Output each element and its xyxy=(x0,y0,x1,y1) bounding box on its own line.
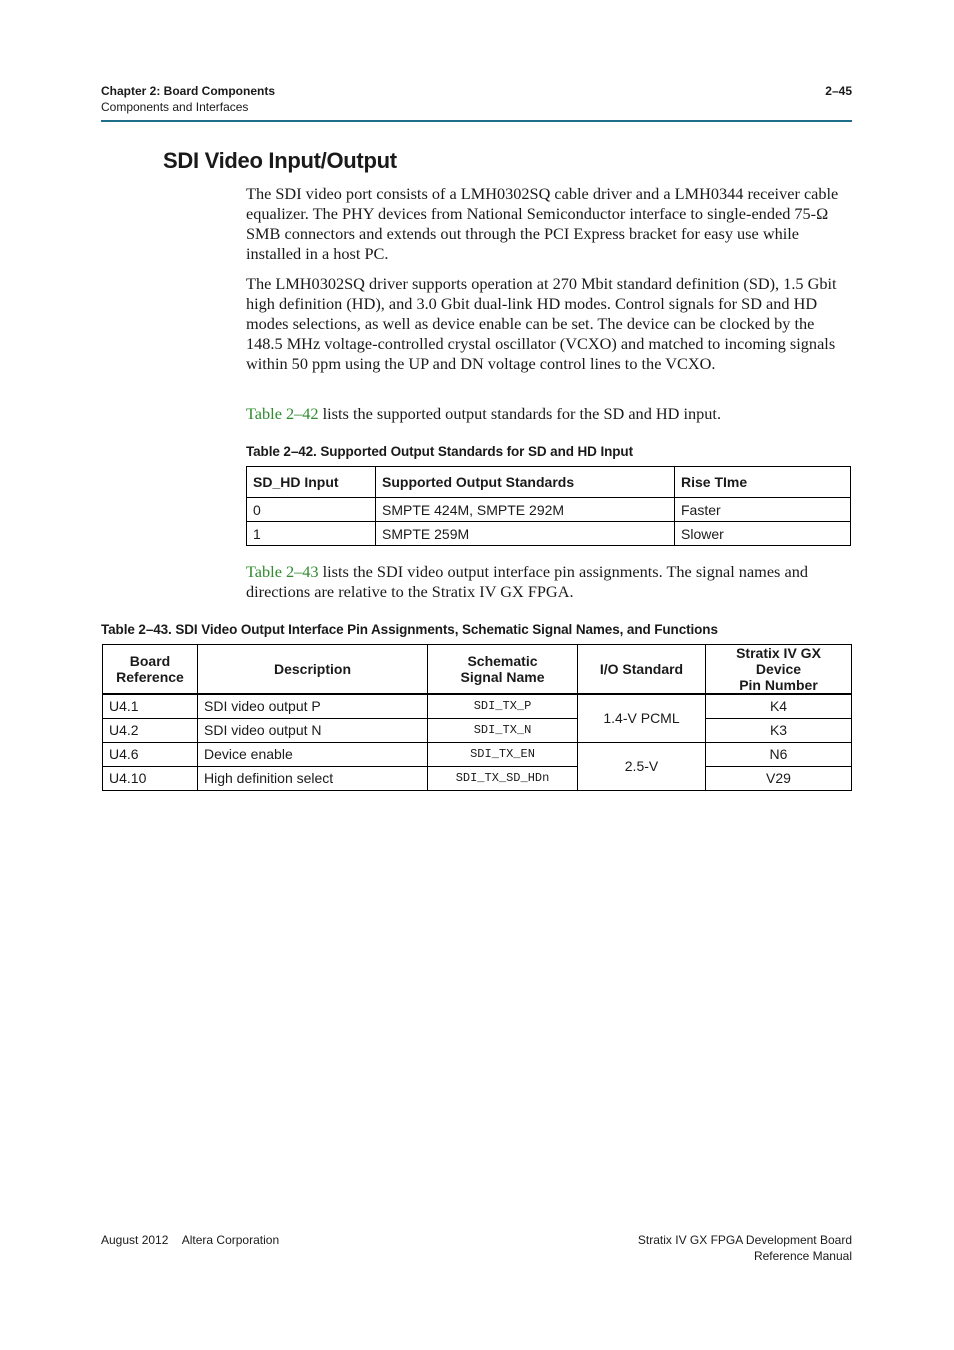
column-header: SD_HD Input xyxy=(247,467,376,498)
section-title: SDI Video Input/Output xyxy=(163,148,397,173)
paragraph-4-text: lists the SDI video output interface pin assignments. The signal names and directions are relative to the Stratix IV GX FPGA. xyxy=(246,562,808,601)
paragraph-1: The SDI video port consists of a LMH0302SQ cable driver and a LMH0344 receiver cable equalizer. The PHY devices from National Semiconductor interface to single-ended 75-Ω SMB connectors and extends out through the PCI Express bracket for easy use while installed in a host PC. xyxy=(246,184,839,263)
table-row xyxy=(103,694,852,718)
table-cell: U4.2 xyxy=(103,718,198,742)
paragraph-3-text: lists the supported output standards for the SD and HD input. xyxy=(318,404,722,423)
table-cell: 0 xyxy=(247,498,376,522)
table-2-42-link[interactable]: Table 2–42 xyxy=(246,404,319,423)
table-cell: U4.1 xyxy=(103,694,198,718)
footer-left xyxy=(101,1233,279,1247)
table-cell: SDI video output P xyxy=(198,694,428,718)
running-header-chapter: Chapter 2: Board Components xyxy=(101,84,276,98)
table-cell: K3 xyxy=(706,718,852,742)
table-cell: SMPTE 424M, SMPTE 292M xyxy=(376,498,675,522)
paragraph-2: The LMH0302SQ driver supports operation at 270 Mbit standard definition (SD), 1.5 Gbit high definition (HD), and 3.0 Gbit dual-link HD modes. Control signals for SD and HD modes selections, as well as device enable can be set. The device can be clocked by the 148.5 MHz voltage-controlled crystal oscillator (VCXO) and matched to incoming signals within 50 ppm using the UP and DN voltage control lines to the VCXO. xyxy=(246,274,837,373)
column-header-io-standard: I/O Standard xyxy=(578,645,706,695)
table-cell: V29 xyxy=(706,766,852,790)
table-cell: SMPTE 259M xyxy=(376,522,675,546)
table-2-43-link[interactable]: Table 2–43 xyxy=(246,562,319,581)
footer-date: August 2012 xyxy=(101,1233,169,1247)
footer-company: Altera Corporation xyxy=(181,1233,280,1247)
table-row xyxy=(103,718,852,742)
table-cell: Device enable xyxy=(198,742,428,766)
table-cell: SDI video output N xyxy=(198,718,428,742)
table-header-row xyxy=(103,645,852,695)
table-cell: U4.10 xyxy=(103,766,198,790)
table-43 xyxy=(102,644,852,791)
table-cell: Slower xyxy=(675,522,851,546)
table-cell: SDI_TX_P xyxy=(428,694,578,718)
table-cell: SDI_TX_EN xyxy=(428,742,578,766)
table-cell: 2.5-V xyxy=(578,742,706,790)
header-rule xyxy=(101,120,852,122)
table-row xyxy=(247,522,851,546)
table-row xyxy=(103,742,852,766)
table-cell: U4.6 xyxy=(103,742,198,766)
table-43-caption: Table 2–43. SDI Video Output Interface Pin Assignments, Schematic Signal Names, and Functions xyxy=(101,622,718,637)
paragraph-4 xyxy=(246,562,854,602)
column-header: Rise TIme xyxy=(675,467,851,498)
column-header-description: Description xyxy=(198,645,428,695)
table-cell: SDI_TX_SD_HDn xyxy=(428,766,578,790)
paragraph-3 xyxy=(246,404,854,424)
table-cell: SDI_TX_N xyxy=(428,718,578,742)
table-row xyxy=(247,498,851,522)
table-42-caption: Table 2–42. Supported Output Standards for SD and HD Input xyxy=(246,444,633,459)
table-cell: K4 xyxy=(706,694,852,718)
column-header-pin-number: Stratix IV GX Device Pin Number xyxy=(706,645,852,695)
page-number: 2–45 xyxy=(825,84,852,98)
table-42 xyxy=(246,466,851,546)
table-cell: Faster xyxy=(675,498,851,522)
column-header-signal-name: Schematic Signal Name xyxy=(428,645,578,695)
table-cell: 1 xyxy=(247,522,376,546)
running-header-subsection: Components and Interfaces xyxy=(101,100,249,114)
column-header-board-reference: Board Reference xyxy=(103,645,198,695)
footer-doc-title: Stratix IV GX FPGA Development Board xyxy=(637,1233,852,1247)
footer-doc-subtitle: Reference Manual xyxy=(753,1249,852,1263)
table-cell: N6 xyxy=(706,742,852,766)
table-cell: 1.4-V PCML xyxy=(578,694,706,742)
column-header: Supported Output Standards xyxy=(376,467,675,498)
table-cell: High definition select xyxy=(198,766,428,790)
table-header-row xyxy=(247,467,851,498)
table-row xyxy=(103,766,852,790)
